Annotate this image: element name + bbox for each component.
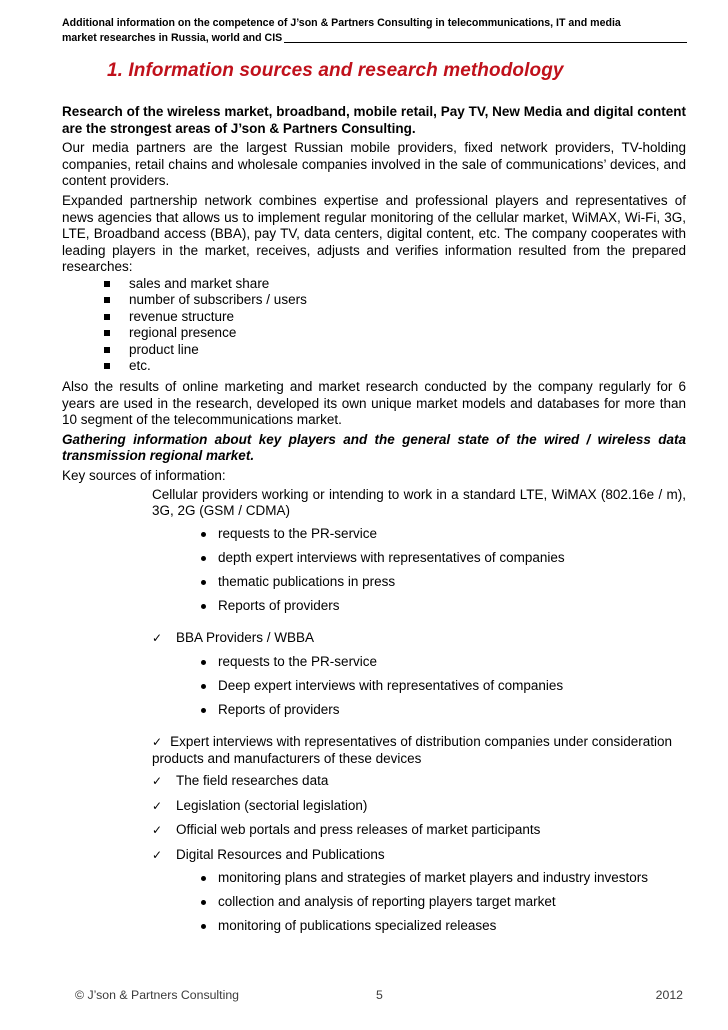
gathering-heading: Gathering information about key players and the general state of the wired / wireless data transmission regional market.: [62, 431, 686, 464]
key-sources-label: Key sources of information:: [62, 467, 226, 483]
header-line-1: Additional information on the competence of J’son & Partners Consulting in telecommunications, IT and media: [62, 17, 621, 29]
header-rule: [284, 42, 687, 43]
list-item: monitoring plans and strategies of market players and industry investors: [152, 870, 686, 887]
square-bullet-icon: [104, 314, 110, 320]
expert-interviews-item: ✓ Expert interviews with representatives of distribution companies under consideration products and manufacturers of these devices: [152, 734, 673, 766]
checkmark-icon: ✓: [152, 823, 163, 838]
page-number: 5: [376, 988, 383, 1002]
dot-bullet-icon: [201, 532, 206, 537]
list-item: revenue structure: [62, 309, 686, 326]
cellular-providers-text: Cellular providers working or intending to work in a standard LTE, WiMAX (802.16e / m), 3G, 2G (GSM / CDMA): [152, 486, 686, 519]
page-header: [62, 16, 687, 46]
document-body: [62, 104, 686, 942]
checkmark-icon: ✓: [152, 735, 163, 750]
list-item: requests to the PR-service: [152, 526, 686, 543]
list-item: requests to the PR-service: [152, 654, 686, 671]
check-item: ✓ Official web portals and press releases of market participants: [152, 822, 541, 838]
list-item: sales and market share: [62, 276, 686, 293]
list-item: product line: [62, 342, 686, 359]
list-item: collection and analysis of reporting players target market: [152, 894, 686, 911]
list-item: number of subscribers / users: [62, 292, 686, 309]
checkmark-icon: ✓: [152, 798, 163, 813]
dot-bullet-icon: [201, 900, 206, 905]
list-item: Reports of providers: [152, 598, 686, 615]
cellular-sources-list: [152, 526, 686, 615]
check-item: ✓ Legislation (sectorial legislation): [152, 797, 368, 813]
list-item: regional presence: [62, 325, 686, 342]
dot-bullet-icon: [201, 708, 206, 713]
dot-bullet-icon: [201, 924, 206, 929]
list-item: Deep expert interviews with representatives of companies: [152, 678, 686, 695]
dot-bullet-icon: [201, 580, 206, 585]
list-item: Reports of providers: [152, 702, 686, 719]
partnership-paragraph: Expanded partnership network combines expertise and professional players and representatives of news agencies that allows us to implement regular monitoring of the cellular market, WiMAX, Wi-Fi, 3G, LTE, Broadband access (BBA), pay TV, data centers, digital content, etc. The company cooperates with leading players in the market, receives, adjusts and verifies information resulted from the prepared researches:: [62, 192, 686, 275]
dot-bullet-icon: [201, 684, 206, 689]
square-bullet-icon: [104, 330, 110, 336]
check-item: ✓ Digital Resources and Publications: [152, 846, 385, 862]
square-bullet-icon: [104, 347, 110, 353]
check-item: ✓ The field researches data: [152, 773, 329, 789]
footer-year: 2012: [655, 988, 683, 1002]
checkmark-icon: ✓: [152, 774, 163, 789]
sources-block: [62, 487, 686, 935]
header-line-2-row: [62, 31, 687, 46]
dot-bullet-icon: [201, 660, 206, 665]
list-item: monitoring of publications specialized releases: [152, 918, 686, 935]
square-bullet-icon: [104, 281, 110, 287]
bba-sources-list: [152, 654, 686, 719]
footer-copyright: © J’son & Partners Consulting: [75, 988, 239, 1002]
dot-bullet-icon: [201, 604, 206, 609]
checkmark-icon: ✓: [152, 631, 163, 646]
square-bullet-icon: [104, 297, 110, 303]
bba-providers-item: ✓ BBA Providers / WBBA: [152, 630, 315, 646]
header-line-2: market researches in Russia, world and CIS: [62, 32, 283, 44]
intro-bold-paragraph: Research of the wireless market, broadband, mobile retail, Pay TV, New Media and digital content are the strongest areas of J’son & Partners Consulting.: [62, 104, 686, 136]
list-item: depth expert interviews with representatives of companies: [152, 550, 686, 567]
dot-bullet-icon: [201, 556, 206, 561]
checkmark-icon: ✓: [152, 847, 163, 862]
media-partners-paragraph: Our media partners are the largest Russian mobile providers, fixed network providers, TV-holding companies, retail chains and wholesale companies involved in the sale of communications’ devices, and content providers.: [62, 140, 686, 189]
list-item: thematic publications in press: [152, 574, 686, 591]
research-items-list: [62, 276, 686, 375]
online-research-paragraph: Also the results of online marketing and market research conducted by the company regularly for 6 years are used in the research, developed its own unique market models and databases for more than 10 segment of the telecommunications market.: [62, 378, 686, 428]
dot-bullet-icon: [201, 876, 206, 881]
list-item: etc.: [62, 358, 686, 375]
square-bullet-icon: [104, 363, 110, 369]
digital-resources-list: [152, 870, 686, 935]
section-heading: 1. Information sources and research methodology: [107, 60, 564, 81]
